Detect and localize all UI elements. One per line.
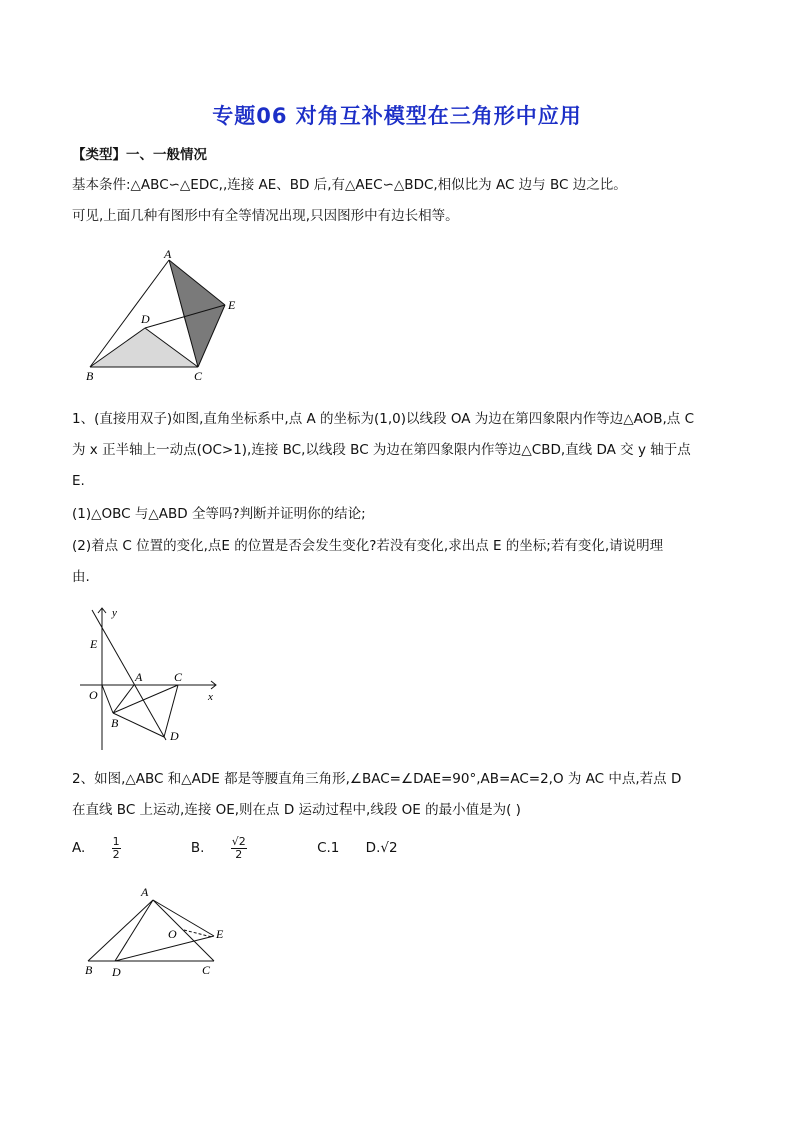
segment-oe [184,930,212,937]
choice-a-numerator: 1 [112,834,120,848]
label-b: B [85,963,93,977]
label-b: B [111,716,119,730]
figure-2-diagram [78,600,228,755]
q1-line-1: 1、(直接用双子)如图,直角坐标系中,点 A 的坐标为(1,0)以线段 OA 为边在第四象限内作等边△AOB,点 C [72,411,695,427]
q1-part-2-cont: 由. [72,569,90,585]
segment-bd [113,713,164,737]
figure-3-diagram [80,880,240,980]
q1-line-3: E. [72,473,85,489]
label-o: O [89,688,98,702]
label-d: D [141,312,150,326]
label-a: A [164,247,172,261]
label-c: C [202,963,211,977]
choice-a-fraction [112,836,143,861]
choice-b-numerator: √2 [231,834,246,848]
choice-a-denominator: 2 [112,847,120,861]
choice-b[interactable] [190,834,291,861]
q2-line-1: 2、如图,△ABC 和△ADE 都是等腰直角三角形,∠BAC=∠DAE=90°,AB=AC=2,O 为 AC 中点,若点 D [72,771,682,787]
q2-choices [72,833,420,863]
intro-line-2: 可见,上面几种有图形中有全等情况出现,只因图形中有边长相等。 [72,208,459,224]
segment-ob [102,685,113,713]
choice-b-denominator: 2 [235,847,243,861]
shaded-triangle-bdc [90,328,198,367]
label-e: E [228,298,236,312]
label-b: B [86,369,94,383]
q1-line-2: 为 x 正半轴上一动点(OC>1),连接 BC,以线段 BC 为边在第四象限内作等边△CBD,直线 DA 交 y 轴于点 [72,442,691,458]
label-a: A [135,670,143,684]
choice-b-label: B. [190,840,205,856]
page-title: 专题06 对角互补模型在三角形中应用 [212,104,582,128]
choice-d[interactable]: D.√2 [365,840,398,856]
label-c: C [194,369,203,383]
choice-a-label: A. [72,840,86,856]
q2-line-2: 在直线 BC 上运动,连接 OE,则在点 D 运动过程中,线段 OE 的最小值是为( ) [72,802,521,818]
label-a: A [141,885,149,899]
label-e: E [216,927,224,941]
label-d: D [170,729,179,743]
q1-part-2: (2)着点 C 位置的变化,点E 的位置是否会发生变化?若没有变化,求出点 E 的坐标;若有变化,请说明理 [72,538,664,554]
label-y: y [112,607,117,619]
section-heading: 【类型】一、一般情况 [72,147,207,163]
intro-line-1: 基本条件:△ABC∽△EDC,,连接 AE、BD 后,有△AEC∽△BDC,相似比为 AC 边与 BC 边之比。 [72,177,627,193]
q1-part-1: (1)△OBC 与△ABD 全等吗?判断并证明你的结论; [72,506,366,522]
choice-a[interactable] [72,834,165,861]
segment-bc [113,685,178,713]
label-o: O [168,927,177,941]
label-c: C [174,670,183,684]
label-x: x [208,691,213,703]
figure-1-diagram [80,245,250,385]
segment-de [115,936,214,961]
label-d: D [112,965,121,979]
choice-b-fraction [231,836,269,861]
label-e: E [90,637,98,651]
choice-c[interactable]: C.1 [317,840,340,856]
